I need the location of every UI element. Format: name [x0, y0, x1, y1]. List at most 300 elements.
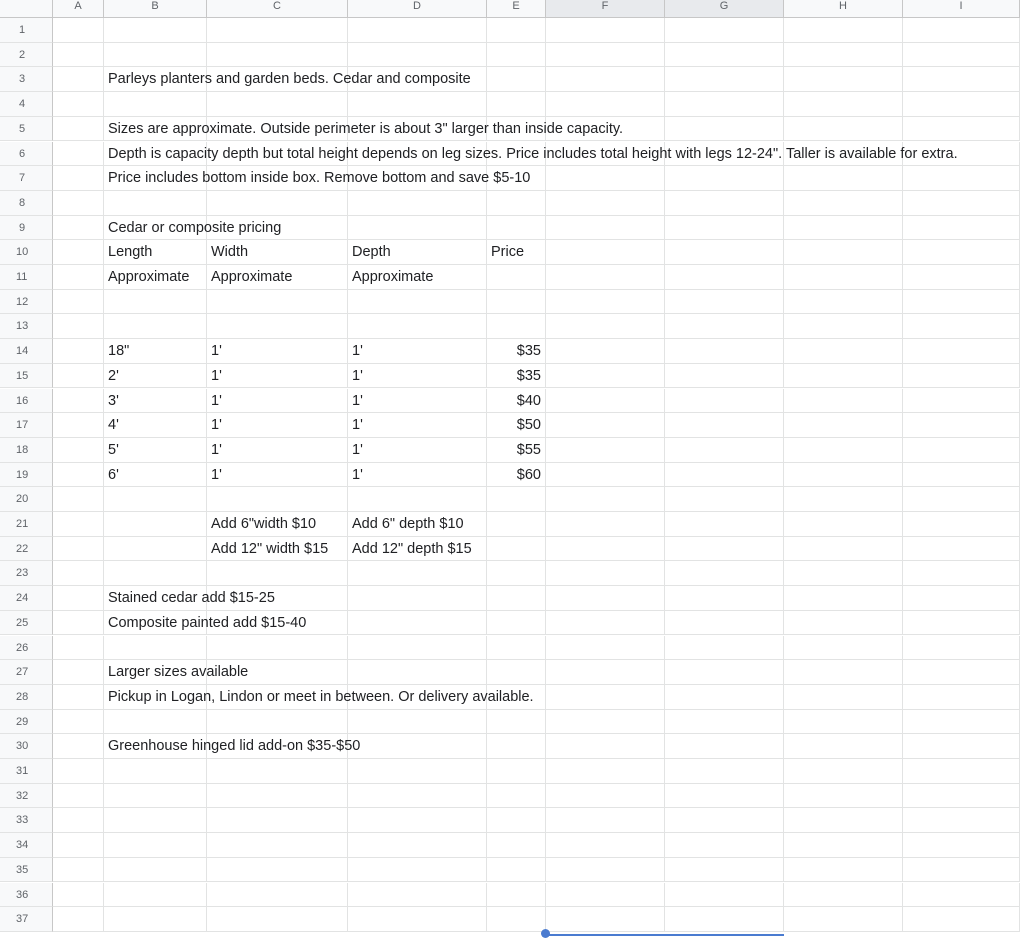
- grid-cell[interactable]: [53, 808, 104, 833]
- grid-cell[interactable]: [784, 734, 903, 759]
- grid-cell[interactable]: [348, 191, 487, 216]
- grid-cell[interactable]: [207, 487, 348, 512]
- grid-cell[interactable]: [665, 487, 784, 512]
- row-header[interactable]: 30: [0, 734, 53, 759]
- grid-cell[interactable]: [784, 117, 903, 142]
- grid-cell[interactable]: [903, 487, 1020, 512]
- row-header[interactable]: 8: [0, 191, 53, 216]
- grid-cell[interactable]: [903, 92, 1020, 117]
- row-header[interactable]: 35: [0, 858, 53, 883]
- grid-cell[interactable]: [487, 636, 546, 661]
- grid-cell[interactable]: [665, 413, 784, 438]
- grid-cell[interactable]: [784, 710, 903, 735]
- grid-cell[interactable]: [53, 142, 104, 167]
- grid-cell[interactable]: [546, 339, 665, 364]
- grid-cell[interactable]: [348, 759, 487, 784]
- grid-cell[interactable]: [207, 438, 348, 463]
- row-header[interactable]: 31: [0, 759, 53, 784]
- grid-cell[interactable]: [665, 117, 784, 142]
- grid-cell[interactable]: [53, 117, 104, 142]
- grid-cell[interactable]: [487, 734, 546, 759]
- grid-cell[interactable]: [903, 18, 1020, 43]
- grid-cell[interactable]: [665, 389, 784, 414]
- grid-cell[interactable]: [104, 710, 207, 735]
- grid-cell[interactable]: [207, 413, 348, 438]
- row-header[interactable]: 6: [0, 142, 53, 167]
- row-header[interactable]: 22: [0, 537, 53, 562]
- grid-cell[interactable]: [53, 166, 104, 191]
- grid-cell[interactable]: [348, 92, 487, 117]
- grid-cell[interactable]: [665, 339, 784, 364]
- grid-cell[interactable]: [53, 216, 104, 241]
- grid-cell[interactable]: [104, 314, 207, 339]
- grid-cell[interactable]: [665, 907, 784, 932]
- selection-fill-handle[interactable]: [541, 929, 550, 938]
- grid-cell[interactable]: [665, 67, 784, 92]
- grid-cell[interactable]: [104, 636, 207, 661]
- grid-cell[interactable]: [665, 290, 784, 315]
- grid-cell[interactable]: [903, 438, 1020, 463]
- grid-cell[interactable]: [487, 660, 546, 685]
- grid-cell[interactable]: [207, 43, 348, 68]
- grid-cell[interactable]: [53, 561, 104, 586]
- grid-cell[interactable]: [53, 18, 104, 43]
- grid-cell[interactable]: [665, 734, 784, 759]
- grid-cell[interactable]: [487, 290, 546, 315]
- grid-cell[interactable]: [487, 216, 546, 241]
- grid-cell[interactable]: [784, 166, 903, 191]
- grid-cell[interactable]: [546, 660, 665, 685]
- grid-cell[interactable]: [104, 438, 207, 463]
- grid-cell[interactable]: [487, 43, 546, 68]
- grid-cell[interactable]: [53, 512, 104, 537]
- grid-cell[interactable]: [53, 685, 104, 710]
- grid-cell[interactable]: [487, 907, 546, 932]
- grid-cell[interactable]: [348, 364, 487, 389]
- grid-cell[interactable]: [53, 389, 104, 414]
- grid-cell[interactable]: [546, 759, 665, 784]
- grid-cell[interactable]: [348, 438, 487, 463]
- row-header[interactable]: 14: [0, 339, 53, 364]
- grid-cell[interactable]: [348, 833, 487, 858]
- grid-cell[interactable]: [903, 537, 1020, 562]
- grid-cell[interactable]: [348, 463, 487, 488]
- grid-cell[interactable]: [903, 413, 1020, 438]
- grid-cell[interactable]: [104, 191, 207, 216]
- row-header[interactable]: 4: [0, 92, 53, 117]
- grid-cell[interactable]: [784, 290, 903, 315]
- grid-cell[interactable]: [903, 339, 1020, 364]
- grid-cell[interactable]: [784, 784, 903, 809]
- grid-cell[interactable]: [53, 487, 104, 512]
- row-header[interactable]: 37: [0, 907, 53, 932]
- grid-cell[interactable]: [53, 339, 104, 364]
- grid-cell[interactable]: [207, 290, 348, 315]
- grid-cell[interactable]: [903, 636, 1020, 661]
- grid-cell[interactable]: [903, 265, 1020, 290]
- row-header[interactable]: 19: [0, 463, 53, 488]
- grid-cell[interactable]: [487, 191, 546, 216]
- grid-cell[interactable]: [487, 759, 546, 784]
- grid-cell[interactable]: [104, 290, 207, 315]
- grid-cell[interactable]: [784, 561, 903, 586]
- grid-cell[interactable]: [546, 216, 665, 241]
- grid-cell[interactable]: [348, 808, 487, 833]
- grid-cell[interactable]: [665, 759, 784, 784]
- grid-cell[interactable]: [784, 759, 903, 784]
- grid-cell[interactable]: [784, 537, 903, 562]
- row-header[interactable]: 17: [0, 413, 53, 438]
- grid-cell[interactable]: [665, 784, 784, 809]
- grid-cell[interactable]: [903, 561, 1020, 586]
- row-header[interactable]: 21: [0, 512, 53, 537]
- grid-cell[interactable]: [487, 858, 546, 883]
- grid-cell[interactable]: [665, 808, 784, 833]
- row-header[interactable]: 13: [0, 314, 53, 339]
- column-header-f[interactable]: F: [546, 0, 665, 18]
- grid-cell[interactable]: [784, 67, 903, 92]
- grid-cell[interactable]: [348, 413, 487, 438]
- grid-cell[interactable]: [665, 685, 784, 710]
- row-header[interactable]: 5: [0, 117, 53, 142]
- grid-cell[interactable]: [903, 833, 1020, 858]
- grid-cell[interactable]: [546, 43, 665, 68]
- grid-cell[interactable]: [784, 240, 903, 265]
- grid-cell[interactable]: [53, 636, 104, 661]
- grid-cell[interactable]: [104, 808, 207, 833]
- grid-cell[interactable]: [903, 512, 1020, 537]
- grid-cell[interactable]: [665, 314, 784, 339]
- grid-cell[interactable]: [665, 43, 784, 68]
- grid-cell[interactable]: [53, 611, 104, 636]
- grid-cell[interactable]: [784, 512, 903, 537]
- row-header[interactable]: 20: [0, 487, 53, 512]
- grid-cell[interactable]: [784, 43, 903, 68]
- grid-cell[interactable]: [348, 487, 487, 512]
- grid-cell[interactable]: [104, 833, 207, 858]
- row-header[interactable]: 2: [0, 43, 53, 68]
- grid-cell[interactable]: [546, 784, 665, 809]
- grid-cell[interactable]: [546, 191, 665, 216]
- grid-cell[interactable]: [487, 314, 546, 339]
- grid-cell[interactable]: [665, 265, 784, 290]
- column-header-b[interactable]: B: [104, 0, 207, 18]
- grid-cell[interactable]: [784, 265, 903, 290]
- grid-cell[interactable]: [784, 18, 903, 43]
- grid-cell[interactable]: [207, 784, 348, 809]
- grid-cell[interactable]: [903, 191, 1020, 216]
- grid-cell[interactable]: [53, 833, 104, 858]
- grid-cell[interactable]: [53, 759, 104, 784]
- grid-cell[interactable]: [104, 487, 207, 512]
- grid-cell[interactable]: [903, 685, 1020, 710]
- grid-cell[interactable]: [665, 240, 784, 265]
- grid-cell[interactable]: [104, 463, 207, 488]
- grid-cell[interactable]: [53, 413, 104, 438]
- grid-cell[interactable]: [487, 92, 546, 117]
- grid-cell[interactable]: [207, 858, 348, 883]
- grid-cell[interactable]: [665, 883, 784, 908]
- grid-cell[interactable]: [546, 413, 665, 438]
- row-header[interactable]: 26: [0, 636, 53, 661]
- grid-cell[interactable]: [546, 389, 665, 414]
- grid-cell[interactable]: [487, 67, 546, 92]
- grid-cell[interactable]: [53, 92, 104, 117]
- grid-cell[interactable]: [207, 339, 348, 364]
- grid-cell[interactable]: [207, 883, 348, 908]
- grid-cell[interactable]: [53, 67, 104, 92]
- grid-cell[interactable]: [487, 487, 546, 512]
- grid-cell[interactable]: [784, 808, 903, 833]
- grid-cell[interactable]: [348, 907, 487, 932]
- grid-cell[interactable]: [546, 561, 665, 586]
- grid-cell[interactable]: [546, 18, 665, 43]
- grid-cell[interactable]: [207, 389, 348, 414]
- grid-cell[interactable]: [784, 685, 903, 710]
- grid-cell[interactable]: [546, 907, 665, 932]
- row-header[interactable]: 10: [0, 240, 53, 265]
- grid-cell[interactable]: [784, 364, 903, 389]
- grid-cell[interactable]: [784, 660, 903, 685]
- grid-cell[interactable]: [53, 438, 104, 463]
- grid-cell[interactable]: [546, 364, 665, 389]
- row-header[interactable]: 27: [0, 660, 53, 685]
- grid-cell[interactable]: [903, 883, 1020, 908]
- grid-cell[interactable]: [53, 710, 104, 735]
- row-header[interactable]: 23: [0, 561, 53, 586]
- grid-cell[interactable]: [348, 290, 487, 315]
- grid-cell[interactable]: [53, 883, 104, 908]
- grid-cell[interactable]: [903, 364, 1020, 389]
- grid-cell[interactable]: [104, 43, 207, 68]
- row-header[interactable]: 11: [0, 265, 53, 290]
- grid-cell[interactable]: [487, 833, 546, 858]
- grid-cell[interactable]: [487, 265, 546, 290]
- grid-cell[interactable]: [665, 611, 784, 636]
- grid-cell[interactable]: [487, 710, 546, 735]
- grid-cell[interactable]: [53, 314, 104, 339]
- grid-cell[interactable]: [348, 216, 487, 241]
- grid-cell[interactable]: [665, 18, 784, 43]
- grid-cell[interactable]: [546, 487, 665, 512]
- row-header[interactable]: 3: [0, 67, 53, 92]
- grid-cell[interactable]: [348, 43, 487, 68]
- column-header-d[interactable]: D: [348, 0, 487, 18]
- grid-cell[interactable]: [348, 611, 487, 636]
- grid-cell[interactable]: [104, 883, 207, 908]
- grid-cell[interactable]: [546, 314, 665, 339]
- row-header[interactable]: 9: [0, 216, 53, 241]
- column-header-i[interactable]: I: [903, 0, 1020, 18]
- grid-cell[interactable]: [53, 463, 104, 488]
- row-header[interactable]: 15: [0, 364, 53, 389]
- grid-cell[interactable]: [104, 561, 207, 586]
- grid-cell[interactable]: [546, 67, 665, 92]
- grid-cell[interactable]: [784, 858, 903, 883]
- grid-cell[interactable]: [487, 512, 546, 537]
- grid-cell[interactable]: [665, 512, 784, 537]
- grid-cell[interactable]: [487, 18, 546, 43]
- grid-cell[interactable]: [546, 611, 665, 636]
- grid-cell[interactable]: [348, 734, 487, 759]
- grid-cell[interactable]: [487, 808, 546, 833]
- grid-cell[interactable]: [207, 636, 348, 661]
- grid-cell[interactable]: [665, 191, 784, 216]
- grid-cell[interactable]: [665, 833, 784, 858]
- row-header[interactable]: 7: [0, 166, 53, 191]
- grid-cell[interactable]: [348, 339, 487, 364]
- grid-cell[interactable]: [348, 314, 487, 339]
- grid-cell[interactable]: [207, 759, 348, 784]
- row-header[interactable]: 25: [0, 611, 53, 636]
- grid-cell[interactable]: [546, 734, 665, 759]
- grid-cell[interactable]: [903, 67, 1020, 92]
- grid-cell[interactable]: [104, 537, 207, 562]
- grid-cell[interactable]: [665, 561, 784, 586]
- grid-cell[interactable]: [348, 586, 487, 611]
- grid-cell[interactable]: [207, 463, 348, 488]
- grid-cell[interactable]: [546, 265, 665, 290]
- grid-cell[interactable]: [53, 586, 104, 611]
- grid-cell[interactable]: [104, 389, 207, 414]
- grid-cell[interactable]: [784, 907, 903, 932]
- grid-cell[interactable]: [665, 438, 784, 463]
- grid-cell[interactable]: [207, 808, 348, 833]
- grid-cell[interactable]: [104, 907, 207, 932]
- grid-cell[interactable]: [784, 883, 903, 908]
- grid-cell[interactable]: [207, 907, 348, 932]
- grid-cell[interactable]: [546, 438, 665, 463]
- grid-cell[interactable]: [53, 240, 104, 265]
- grid-cell[interactable]: [207, 833, 348, 858]
- grid-cell[interactable]: [903, 166, 1020, 191]
- grid-cell[interactable]: [207, 364, 348, 389]
- grid-cell[interactable]: [784, 339, 903, 364]
- grid-cell[interactable]: [104, 18, 207, 43]
- grid-cell[interactable]: [665, 586, 784, 611]
- grid-cell[interactable]: [903, 734, 1020, 759]
- row-header[interactable]: 18: [0, 438, 53, 463]
- row-header[interactable]: 32: [0, 784, 53, 809]
- grid-cell[interactable]: [665, 537, 784, 562]
- row-header[interactable]: 36: [0, 883, 53, 908]
- row-header[interactable]: 24: [0, 586, 53, 611]
- grid-cell[interactable]: [207, 92, 348, 117]
- grid-cell[interactable]: [903, 586, 1020, 611]
- grid-cell[interactable]: [784, 438, 903, 463]
- grid-cell[interactable]: [665, 166, 784, 191]
- row-header[interactable]: 29: [0, 710, 53, 735]
- grid-cell[interactable]: [784, 487, 903, 512]
- grid-cell[interactable]: [546, 586, 665, 611]
- grid-cell[interactable]: [784, 389, 903, 414]
- grid-cell[interactable]: [53, 364, 104, 389]
- grid-cell[interactable]: [53, 660, 104, 685]
- grid-cell[interactable]: [348, 18, 487, 43]
- grid-cell[interactable]: [546, 512, 665, 537]
- grid-cell[interactable]: [903, 907, 1020, 932]
- grid-cell[interactable]: [784, 611, 903, 636]
- grid-cell[interactable]: [207, 561, 348, 586]
- grid-cell[interactable]: [546, 463, 665, 488]
- grid-cell[interactable]: [487, 883, 546, 908]
- grid-cell[interactable]: [546, 710, 665, 735]
- grid-cell[interactable]: [665, 463, 784, 488]
- grid-cell[interactable]: [784, 413, 903, 438]
- grid-cell[interactable]: [665, 710, 784, 735]
- grid-cell[interactable]: [903, 314, 1020, 339]
- grid-cell[interactable]: [665, 216, 784, 241]
- grid-cell[interactable]: [546, 685, 665, 710]
- grid-cell[interactable]: [784, 191, 903, 216]
- grid-cell[interactable]: [546, 858, 665, 883]
- grid-cell[interactable]: [784, 92, 903, 117]
- grid-cell[interactable]: [784, 636, 903, 661]
- grid-cell[interactable]: [784, 314, 903, 339]
- grid-cell[interactable]: [348, 636, 487, 661]
- grid-cell[interactable]: [903, 290, 1020, 315]
- grid-cell[interactable]: [546, 290, 665, 315]
- grid-cell[interactable]: [348, 883, 487, 908]
- grid-cell[interactable]: [104, 858, 207, 883]
- grid-cell[interactable]: [53, 858, 104, 883]
- grid-cell[interactable]: [207, 191, 348, 216]
- column-header-a[interactable]: A: [53, 0, 104, 18]
- grid-cell[interactable]: [104, 364, 207, 389]
- grid-cell[interactable]: [903, 43, 1020, 68]
- grid-cell[interactable]: [207, 314, 348, 339]
- row-header[interactable]: 16: [0, 389, 53, 414]
- grid-cell[interactable]: [53, 43, 104, 68]
- grid-cell[interactable]: [665, 858, 784, 883]
- grid-cell[interactable]: [348, 561, 487, 586]
- grid-cell[interactable]: [665, 364, 784, 389]
- grid-cell[interactable]: [348, 389, 487, 414]
- row-header[interactable]: 33: [0, 808, 53, 833]
- grid-cell[interactable]: [903, 759, 1020, 784]
- grid-cell[interactable]: [487, 611, 546, 636]
- grid-cell[interactable]: [546, 166, 665, 191]
- column-header-h[interactable]: H: [784, 0, 903, 18]
- grid-cell[interactable]: [784, 216, 903, 241]
- grid-cell[interactable]: [104, 512, 207, 537]
- grid-cell[interactable]: [53, 191, 104, 216]
- grid-cell[interactable]: [104, 784, 207, 809]
- grid-cell[interactable]: [665, 660, 784, 685]
- grid-cell[interactable]: [207, 18, 348, 43]
- grid-cell[interactable]: [903, 240, 1020, 265]
- grid-cell[interactable]: [348, 660, 487, 685]
- grid-cell[interactable]: [348, 858, 487, 883]
- grid-cell[interactable]: [546, 833, 665, 858]
- grid-cell[interactable]: [487, 784, 546, 809]
- grid-cell[interactable]: [348, 710, 487, 735]
- grid-cell[interactable]: [104, 92, 207, 117]
- row-header[interactable]: 28: [0, 685, 53, 710]
- grid-cell[interactable]: [487, 537, 546, 562]
- grid-cell[interactable]: [665, 636, 784, 661]
- grid-cell[interactable]: [546, 537, 665, 562]
- grid-cell[interactable]: [903, 858, 1020, 883]
- grid-cell[interactable]: [784, 586, 903, 611]
- grid-cell[interactable]: [903, 117, 1020, 142]
- grid-cell[interactable]: [546, 636, 665, 661]
- grid-cell[interactable]: [487, 561, 546, 586]
- grid-cell[interactable]: [903, 784, 1020, 809]
- grid-cell[interactable]: [53, 784, 104, 809]
- row-header[interactable]: 12: [0, 290, 53, 315]
- grid-cell[interactable]: [546, 92, 665, 117]
